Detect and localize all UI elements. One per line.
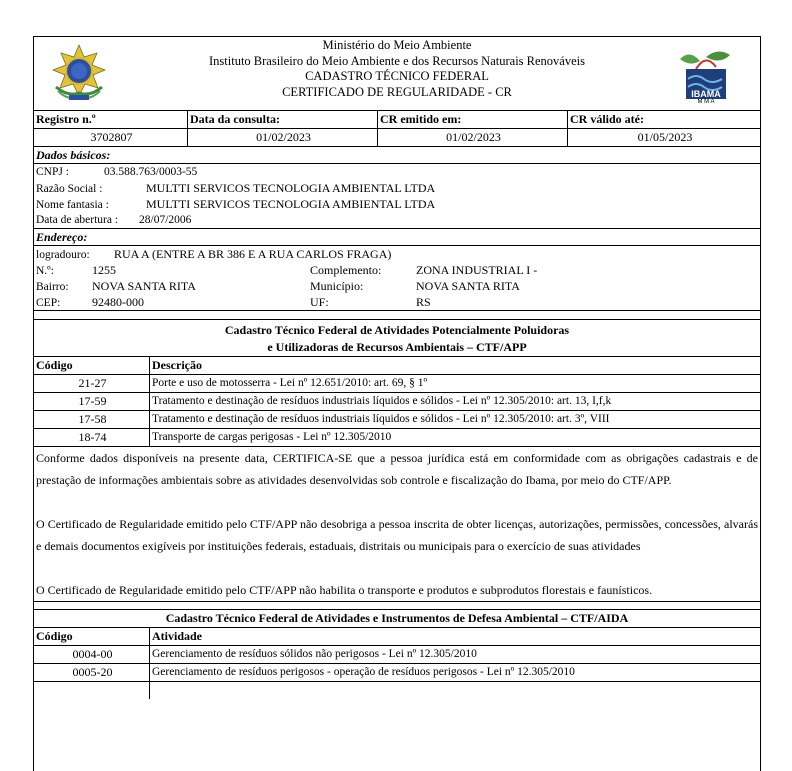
ctf-aida-codigo: 0004-00 — [72, 647, 113, 661]
bairro-value: NOVA SANTA RITA — [92, 279, 196, 293]
brazil-coat-of-arms-icon — [48, 43, 110, 105]
ctf-app-title — [34, 319, 760, 356]
ibama-logo-text: IBAMA — [691, 89, 721, 99]
numero-row — [34, 262, 760, 278]
ctf-aida-atividade — [149, 664, 760, 681]
header-institute: Instituto Brasileiro do Meio Ambiente e dos Recursos Naturais Renováveis — [209, 53, 585, 68]
cep-value: 92480-000 — [92, 295, 144, 309]
ctf-app-codigo: 18-74 — [78, 430, 107, 444]
uf-value: RS — [416, 295, 431, 309]
data-abertura-value: 28/07/2006 — [139, 214, 192, 226]
ctf-app-descricao-text: Tratamento e destinação de resíduos industriais líquidos e sólidos — [152, 395, 454, 407]
nome-fantasia-label: Nome fantasia : — [36, 199, 109, 211]
table-row — [34, 410, 760, 428]
empty-cell — [149, 682, 760, 699]
registro-label: Registro n.º — [36, 112, 96, 126]
nome-fantasia-row — [34, 196, 760, 212]
municipio-label: Município: — [310, 279, 364, 293]
header-cadastro: CADASTRO TÉCNICO FEDERAL — [305, 69, 489, 83]
data-abertura-row — [34, 212, 760, 228]
paragraph-transporte: O Certificado de Regularidade emitido pelo CTF/APP não habilita o transporte e produtos e subprodutos florestais e faunísticos. — [36, 583, 653, 597]
data-consulta-label: Data da consulta: — [187, 111, 377, 128]
ctf-aida-atividade-text: Gerenciamento de resíduos sólidos não perigosos — [152, 648, 380, 660]
razao-social-row — [34, 180, 760, 196]
ctf-aida-lei-text: - Lei nº 12.305/2010 — [477, 666, 575, 678]
table-row — [34, 663, 760, 681]
ctf-app-descricao — [149, 375, 760, 392]
empty-cell — [34, 682, 149, 699]
table-row — [34, 374, 760, 392]
paragraph-conformidade: Conforme dados disponíveis na presente data, CERTIFICA-SE que a pessoa jurídica está em conformidade com as obrigações cadastrais e de prestação de informações ambientais sobre as atividades desenvolvidas sob controle e fiscalização do Ibama, por meio do CTF/APP. — [36, 451, 758, 487]
numero-value: 1255 — [92, 263, 116, 277]
section-spacer — [34, 601, 760, 609]
ctf-aida-codigo: 0005-20 — [72, 665, 113, 679]
endereco-title: Endereço: — [34, 228, 760, 245]
ctf-app-lei-text: - Lei nº 12.651/2010: art. 69, § 1º — [270, 377, 428, 389]
paragraph-licencas: O Certificado de Regularidade emitido pelo CTF/APP não desobriga a pessoa inscrita de obter licenças, autorizações, permissões, concessões, alvarás e demais documentos exigíveis por instituições federais, estaduais, distritais ou municipais para o exercício de suas atividades — [36, 517, 758, 553]
table-row — [34, 392, 760, 410]
bairro-label: Bairro: — [36, 281, 69, 293]
certificate-document — [33, 36, 761, 771]
municipio-value: NOVA SANTA RITA — [416, 279, 520, 293]
ibama-logo-subtext: M M A — [697, 99, 715, 105]
cep-label: CEP: — [36, 297, 61, 309]
logradouro-row — [34, 245, 760, 262]
table-row — [34, 681, 760, 699]
uf-label: UF: — [310, 295, 329, 309]
ctf-app-lei-text: - Lei nº 12.305/2010: art. 3º, VIII — [453, 413, 610, 425]
razao-social-value: MULTTI SERVICOS TECNOLOGIA AMBIENTAL LTDA — [146, 181, 436, 195]
complemento-label: Complemento: — [310, 263, 382, 277]
table-row — [34, 645, 760, 663]
header-ministry: Ministério do Meio Ambiente — [322, 38, 472, 52]
data-abertura-label: Data de abertura : — [36, 214, 119, 226]
numero-label: N.º: — [36, 265, 54, 277]
ctf-app-descricao — [149, 393, 760, 410]
ctf-app-descricao-text: Tratamento e destinação de resíduos industriais líquidos e sólidos — [152, 413, 454, 425]
cnpj-label: CNPJ : — [36, 166, 69, 178]
certificate-header — [34, 37, 760, 110]
certification-text — [34, 446, 760, 601]
ctf-aida-atividade-text: Gerenciamento de resíduos perigosos - operação de resíduos perigosos — [152, 666, 478, 678]
cnpj-value: 03.588.763/0003-55 — [104, 166, 198, 178]
ctf-app-descricao-text: Transporte de cargas perigosas — [152, 431, 294, 443]
registry-values-row — [34, 128, 760, 146]
registro-value: 3702807 — [90, 130, 133, 144]
bairro-row — [34, 278, 760, 294]
ctf-aida-title: Cadastro Técnico Federal de Atividades e Instrumentos de Defesa Ambiental – CTF/AIDA — [34, 609, 760, 627]
ctf-app-header-row — [34, 356, 760, 374]
ctf-aida-header-row — [34, 627, 760, 645]
header-certificate-title: CERTIFICADO DE REGULARIDADE - CR — [282, 84, 512, 99]
ctf-aida-col-atividade: Atividade — [149, 628, 760, 645]
cr-valido-value: 01/05/2023 — [567, 129, 760, 146]
ctf-app-col-codigo: Código — [36, 358, 73, 372]
nome-fantasia-value: MULTTI SERVICOS TECNOLOGIA AMBIENTAL LTDA — [146, 197, 436, 211]
ctf-app-col-descricao: Descrição — [149, 357, 760, 374]
ctf-app-descricao-text: Porte e uso de motosserra — [152, 377, 271, 389]
ctf-app-lei-text: - Lei nº 12.305/2010: art. 13, I,f,k — [453, 395, 612, 407]
cr-emitido-label: CR emitido em: — [377, 111, 567, 128]
cr-valido-label: CR válido até: — [567, 111, 760, 128]
ctf-app-title-line1: Cadastro Técnico Federal de Atividades Potencialmente Poluidoras — [224, 323, 570, 337]
ctf-app-title-line2: e Utilizadoras de Recursos Ambientais – CTF/APP — [267, 340, 527, 354]
data-consulta-value: 01/02/2023 — [187, 129, 377, 146]
ctf-app-lei-text: - Lei nº 12.305/2010 — [293, 431, 392, 443]
razao-social-label: Razão Social : — [36, 183, 103, 195]
complemento-value: ZONA INDUSTRIAL I - — [416, 263, 538, 277]
paragraph-gap — [34, 557, 760, 579]
ctf-app-codigo: 17-58 — [78, 412, 107, 426]
ctf-app-codigo: 21-27 — [78, 376, 107, 390]
logradouro-value: RUA A (ENTRE A BR 386 E A RUA CARLOS FRAGA) — [114, 247, 392, 261]
ibama-logo — [676, 47, 734, 107]
cnpj-row — [34, 163, 760, 180]
logradouro-label: logradouro: — [36, 249, 90, 261]
dados-basicos-title: Dados básicos: — [34, 146, 760, 163]
section-spacer — [34, 310, 760, 319]
cr-emitido-value: 01/02/2023 — [377, 129, 567, 146]
ctf-app-codigo: 17-59 — [78, 394, 107, 408]
table-row — [34, 428, 760, 446]
ctf-aida-lei-text: - Lei nº 12.305/2010 — [379, 648, 477, 660]
ctf-aida-atividade — [149, 646, 760, 663]
registry-labels-row — [34, 110, 760, 128]
ctf-aida-col-codigo: Código — [36, 629, 73, 643]
ctf-app-descricao — [149, 429, 760, 446]
ctf-app-descricao — [149, 411, 760, 428]
paragraph-gap — [34, 491, 760, 513]
cep-row — [34, 294, 760, 310]
